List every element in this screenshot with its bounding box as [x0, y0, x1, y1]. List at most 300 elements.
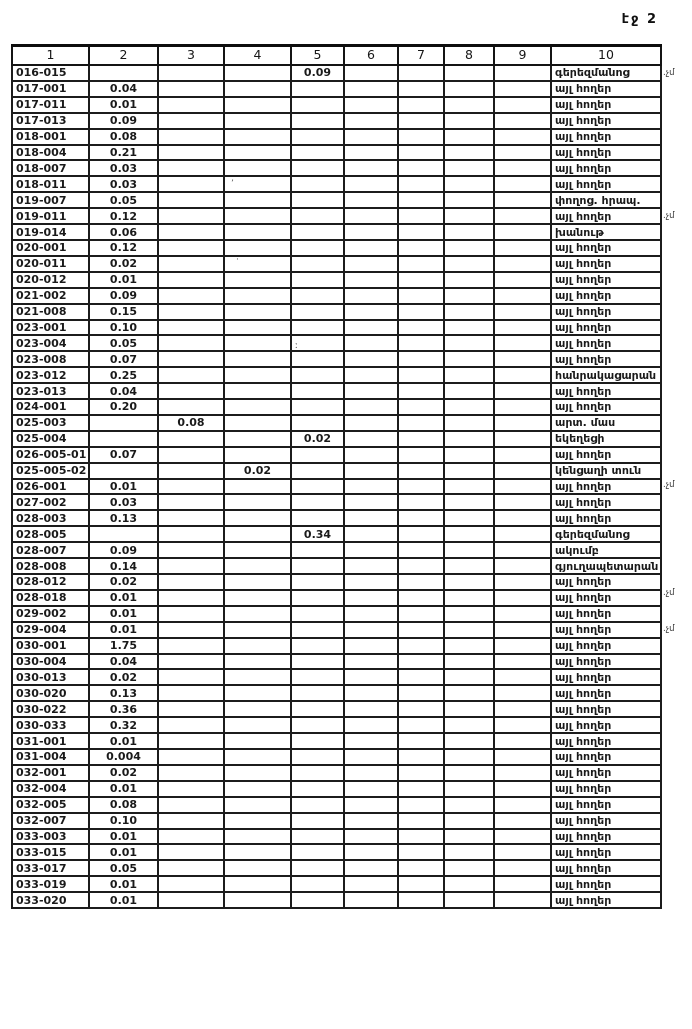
cell-value-col3 — [158, 256, 224, 272]
cell-value-col3 — [158, 129, 224, 145]
cell-value-col4 — [224, 479, 291, 495]
cell-value-col8 — [444, 669, 494, 685]
cell-value-col6 — [344, 256, 398, 272]
cell-value-col5 — [291, 129, 344, 145]
cell-value-col4 — [224, 160, 291, 176]
cell-value-col9 — [494, 765, 551, 781]
cell-value-col3 — [158, 383, 224, 399]
margin-note: .չմ — [663, 587, 675, 598]
cell-value-col3 — [158, 81, 224, 97]
cell-value-col2: 0.04 — [89, 81, 158, 97]
column-header-1: 1 — [12, 46, 89, 66]
cell-value-col8 — [444, 113, 494, 129]
table-row — [12, 510, 661, 526]
cell-value-col9 — [494, 399, 551, 415]
cell-value-col3 — [158, 97, 224, 113]
cell-landuse: ակումբ — [551, 542, 661, 558]
cell-value-col9 — [494, 749, 551, 765]
cell-value-col5 — [291, 669, 344, 685]
cell-value-col7 — [398, 145, 444, 161]
cell-value-col7 — [398, 479, 444, 495]
cell-value-col2: 0.14 — [89, 558, 158, 574]
cell-value-col3 — [158, 733, 224, 749]
cell-landuse: այլ հողեր — [551, 574, 661, 590]
cell-value-col7 — [398, 701, 444, 717]
column-header-3: 3 — [158, 46, 224, 66]
table-row — [12, 160, 661, 176]
cell-value-col3 — [158, 145, 224, 161]
cell-value-col2: 0.07 — [89, 351, 158, 367]
table-row — [12, 208, 661, 224]
cell-value-col2 — [89, 431, 158, 447]
cell-value-col3 — [158, 574, 224, 590]
cell-value-col6 — [344, 876, 398, 892]
cell-value-col3 — [158, 208, 224, 224]
table-row — [12, 781, 661, 797]
cell-value-col2: 0.20 — [89, 399, 158, 415]
cell-value-col8 — [444, 654, 494, 670]
cell-parcel-code: 033-017 — [12, 860, 89, 876]
cell-value-col6 — [344, 749, 398, 765]
table-row — [12, 797, 661, 813]
page-number: էջ 2 — [621, 12, 658, 27]
cell-value-col9 — [494, 829, 551, 845]
cell-parcel-code: 020-012 — [12, 272, 89, 288]
cell-value-col8 — [444, 399, 494, 415]
cell-value-col8 — [444, 813, 494, 829]
cell-parcel-code: 018-011 — [12, 176, 89, 192]
cell-value-col5 — [291, 654, 344, 670]
cell-value-col7 — [398, 335, 444, 351]
cell-value-col7 — [398, 733, 444, 749]
cell-value-col5 — [291, 367, 344, 383]
cell-value-col7 — [398, 590, 444, 606]
cell-value-col2: 0.02 — [89, 256, 158, 272]
cell-value-col2: 0.03 — [89, 160, 158, 176]
scan-artifact: · — [236, 255, 239, 265]
cell-value-col6 — [344, 860, 398, 876]
cell-value-col8 — [444, 638, 494, 654]
cell-value-col5 — [291, 606, 344, 622]
cell-value-col5 — [291, 240, 344, 256]
cell-value-col3 — [158, 351, 224, 367]
cell-value-col8 — [444, 383, 494, 399]
table-row — [12, 320, 661, 336]
cell-value-col8 — [444, 574, 494, 590]
cell-parcel-code: 029-004 — [12, 622, 89, 638]
cell-value-col4 — [224, 415, 291, 431]
cell-parcel-code: 021-002 — [12, 288, 89, 304]
table-row — [12, 733, 661, 749]
cell-value-col9 — [494, 813, 551, 829]
cell-value-col8 — [444, 176, 494, 192]
cell-value-col9 — [494, 638, 551, 654]
cell-value-col5 — [291, 542, 344, 558]
cell-parcel-code: 030-001 — [12, 638, 89, 654]
column-header-8: 8 — [444, 46, 494, 66]
cell-value-col3 — [158, 669, 224, 685]
table-row — [12, 685, 661, 701]
cell-value-col4 — [224, 351, 291, 367]
cell-landuse: այլ հողեր — [551, 240, 661, 256]
cell-value-col7 — [398, 669, 444, 685]
cell-parcel-code: 017-001 — [12, 81, 89, 97]
cell-value-col6 — [344, 701, 398, 717]
cell-value-col6 — [344, 304, 398, 320]
cell-parcel-code: 028-007 — [12, 542, 89, 558]
cell-value-col6 — [344, 208, 398, 224]
cell-value-col9 — [494, 717, 551, 733]
cell-value-col2: 0.06 — [89, 224, 158, 240]
cell-value-col6 — [344, 669, 398, 685]
cell-value-col5 — [291, 860, 344, 876]
cell-landuse: գերեզմանոց — [551, 65, 661, 81]
cell-value-col7 — [398, 256, 444, 272]
cell-value-col9 — [494, 685, 551, 701]
cell-value-col8 — [444, 876, 494, 892]
cell-value-col3 — [158, 797, 224, 813]
cell-value-col2: 0.15 — [89, 304, 158, 320]
cell-value-col9 — [494, 431, 551, 447]
cell-value-col5 — [291, 574, 344, 590]
cell-value-col3 — [158, 876, 224, 892]
cell-value-col4 — [224, 272, 291, 288]
cell-parcel-code: 017-011 — [12, 97, 89, 113]
cell-value-col3 — [158, 463, 224, 479]
cell-parcel-code: 031-004 — [12, 749, 89, 765]
cell-parcel-code: 026-001 — [12, 479, 89, 495]
cell-value-col2: 0.01 — [89, 97, 158, 113]
table-row — [12, 335, 661, 351]
cell-value-col4 — [224, 701, 291, 717]
cell-value-col6 — [344, 272, 398, 288]
cell-value-col6 — [344, 288, 398, 304]
cell-value-col7 — [398, 622, 444, 638]
cell-value-col4 — [224, 717, 291, 733]
table-row — [12, 97, 661, 113]
cell-value-col4 — [224, 65, 291, 81]
table-row — [12, 129, 661, 145]
cell-value-col4 — [224, 129, 291, 145]
cell-value-col2: 0.10 — [89, 320, 158, 336]
cell-parcel-code: 030-004 — [12, 654, 89, 670]
cell-value-col6 — [344, 320, 398, 336]
cell-parcel-code: 018-004 — [12, 145, 89, 161]
cell-value-col2: 0.09 — [89, 113, 158, 129]
cell-value-col4 — [224, 638, 291, 654]
cell-value-col5 — [291, 510, 344, 526]
cell-value-col9 — [494, 415, 551, 431]
land-register-table — [11, 44, 662, 909]
cell-value-col3 — [158, 304, 224, 320]
cell-landuse: այլ հողեր — [551, 176, 661, 192]
cell-value-col9 — [494, 288, 551, 304]
cell-value-col5 — [291, 383, 344, 399]
cell-value-col8 — [444, 844, 494, 860]
cell-value-col9 — [494, 351, 551, 367]
cell-value-col5 — [291, 320, 344, 336]
cell-value-col9 — [494, 320, 551, 336]
column-header-9: 9 — [494, 46, 551, 66]
cell-value-col3 — [158, 749, 224, 765]
cell-value-col9 — [494, 240, 551, 256]
cell-value-col3 — [158, 224, 224, 240]
cell-value-col6 — [344, 590, 398, 606]
cell-value-col3 — [158, 717, 224, 733]
cell-value-col4 — [224, 494, 291, 510]
cell-value-col7 — [398, 797, 444, 813]
cell-value-col5 — [291, 256, 344, 272]
cell-value-col5 — [291, 813, 344, 829]
cell-value-col8 — [444, 335, 494, 351]
cell-landuse: այլ հողեր — [551, 749, 661, 765]
cell-value-col8 — [444, 765, 494, 781]
cell-parcel-code: 020-011 — [12, 256, 89, 272]
margin-note: .չմ — [663, 623, 675, 634]
cell-landuse: այլ հողեր — [551, 208, 661, 224]
cell-landuse: այլ հողեր — [551, 447, 661, 463]
table-row — [12, 145, 661, 161]
table-row — [12, 304, 661, 320]
cell-value-col9 — [494, 558, 551, 574]
cell-value-col8 — [444, 717, 494, 733]
cell-value-col3 — [158, 431, 224, 447]
cell-value-col6 — [344, 81, 398, 97]
cell-value-col7 — [398, 431, 444, 447]
cell-parcel-code: 032-005 — [12, 797, 89, 813]
cell-landuse: այլ հողեր — [551, 844, 661, 860]
cell-value-col7 — [398, 606, 444, 622]
table-header-row — [12, 46, 661, 66]
cell-value-col6 — [344, 733, 398, 749]
cell-landuse: եկեղեցի — [551, 431, 661, 447]
cell-value-col3 — [158, 781, 224, 797]
cell-landuse: այլ հողեր — [551, 494, 661, 510]
cell-value-col5 — [291, 288, 344, 304]
cell-value-col2: 1.75 — [89, 638, 158, 654]
cell-value-col9 — [494, 145, 551, 161]
cell-value-col2 — [89, 463, 158, 479]
cell-value-col6 — [344, 829, 398, 845]
cell-value-col3: 0.08 — [158, 415, 224, 431]
cell-parcel-code: 028-005 — [12, 526, 89, 542]
table-row — [12, 176, 661, 192]
table-row — [12, 65, 661, 81]
cell-value-col5: 0.34 — [291, 526, 344, 542]
table-row — [12, 240, 661, 256]
cell-value-col6 — [344, 510, 398, 526]
cell-value-col8 — [444, 733, 494, 749]
cell-value-col5 — [291, 701, 344, 717]
cell-value-col3 — [158, 558, 224, 574]
cell-value-col5 — [291, 97, 344, 113]
cell-value-col4 — [224, 622, 291, 638]
cell-value-col7 — [398, 574, 444, 590]
cell-value-col5 — [291, 717, 344, 733]
cell-value-col8 — [444, 160, 494, 176]
cell-value-col7 — [398, 638, 444, 654]
cell-value-col4 — [224, 797, 291, 813]
cell-value-col9 — [494, 176, 551, 192]
cell-value-col7 — [398, 208, 444, 224]
cell-value-col7 — [398, 717, 444, 733]
cell-landuse: խանութ — [551, 224, 661, 240]
cell-value-col7 — [398, 129, 444, 145]
cell-value-col6 — [344, 224, 398, 240]
cell-value-col6 — [344, 765, 398, 781]
cell-value-col8 — [444, 415, 494, 431]
cell-value-col7 — [398, 526, 444, 542]
cell-value-col9 — [494, 781, 551, 797]
cell-parcel-code: 019-007 — [12, 192, 89, 208]
cell-value-col3 — [158, 590, 224, 606]
cell-value-col5 — [291, 145, 344, 161]
table-row — [12, 892, 661, 908]
cell-value-col6 — [344, 351, 398, 367]
cell-value-col7 — [398, 415, 444, 431]
cell-landuse: այլ հողեր — [551, 304, 661, 320]
cell-value-col4 — [224, 224, 291, 240]
cell-value-col9 — [494, 367, 551, 383]
cell-value-col9 — [494, 113, 551, 129]
cell-value-col2: 0.01 — [89, 606, 158, 622]
cell-value-col3 — [158, 638, 224, 654]
cell-value-col9 — [494, 701, 551, 717]
cell-value-col3 — [158, 272, 224, 288]
margin-note: .չմ — [663, 211, 675, 222]
cell-value-col6 — [344, 717, 398, 733]
cell-landuse: այլ հողեր — [551, 765, 661, 781]
cell-value-col2: 0.03 — [89, 494, 158, 510]
cell-value-col3 — [158, 701, 224, 717]
cell-value-col5 — [291, 224, 344, 240]
cell-parcel-code: 025-004 — [12, 431, 89, 447]
cell-value-col8 — [444, 797, 494, 813]
cell-value-col2: 0.08 — [89, 797, 158, 813]
cell-value-col6 — [344, 176, 398, 192]
cell-value-col4 — [224, 733, 291, 749]
cell-value-col6 — [344, 367, 398, 383]
cell-value-col5 — [291, 558, 344, 574]
cell-landuse: գյուղապետարան — [551, 558, 661, 574]
cell-value-col5 — [291, 733, 344, 749]
table-row — [12, 256, 661, 272]
cell-value-col9 — [494, 590, 551, 606]
cell-value-col4 — [224, 781, 291, 797]
cell-parcel-code: 027-002 — [12, 494, 89, 510]
cell-value-col9 — [494, 892, 551, 908]
cell-value-col3 — [158, 113, 224, 129]
cell-value-col9 — [494, 733, 551, 749]
cell-value-col3 — [158, 65, 224, 81]
table-row — [12, 479, 661, 495]
cell-landuse: կենցաղի տուն — [551, 463, 661, 479]
cell-landuse: փողոց. հրապ. — [551, 192, 661, 208]
cell-value-col7 — [398, 224, 444, 240]
cell-value-col7 — [398, 558, 444, 574]
table-row — [12, 844, 661, 860]
cell-value-col2: 0.25 — [89, 367, 158, 383]
cell-landuse: այլ հողեր — [551, 701, 661, 717]
cell-value-col5 — [291, 479, 344, 495]
cell-parcel-code: 021-008 — [12, 304, 89, 320]
cell-value-col4 — [224, 765, 291, 781]
cell-value-col8 — [444, 97, 494, 113]
cell-value-col2: 0.01 — [89, 781, 158, 797]
cell-value-col2: 0.32 — [89, 717, 158, 733]
cell-value-col6 — [344, 542, 398, 558]
cell-value-col2 — [89, 65, 158, 81]
cell-parcel-code: 028-018 — [12, 590, 89, 606]
cell-value-col6 — [344, 844, 398, 860]
cell-value-col7 — [398, 160, 444, 176]
cell-value-col5 — [291, 192, 344, 208]
cell-value-col7 — [398, 65, 444, 81]
cell-value-col4 — [224, 829, 291, 845]
cell-value-col8 — [444, 892, 494, 908]
cell-landuse: այլ հողեր — [551, 733, 661, 749]
cell-value-col4 — [224, 892, 291, 908]
cell-value-col7 — [398, 510, 444, 526]
cell-value-col4 — [224, 304, 291, 320]
cell-value-col4 — [224, 685, 291, 701]
cell-value-col3 — [158, 494, 224, 510]
cell-landuse: այլ հողեր — [551, 669, 661, 685]
cell-value-col9 — [494, 335, 551, 351]
cell-value-col2: 0.09 — [89, 542, 158, 558]
cell-parcel-code: 023-012 — [12, 367, 89, 383]
cell-value-col7 — [398, 765, 444, 781]
table-row — [12, 351, 661, 367]
cell-value-col2: 0.12 — [89, 240, 158, 256]
cell-value-col6 — [344, 558, 398, 574]
table-row — [12, 447, 661, 463]
cell-value-col7 — [398, 240, 444, 256]
cell-value-col7 — [398, 876, 444, 892]
cell-landuse: այլ հողեր — [551, 351, 661, 367]
table-row — [12, 765, 661, 781]
cell-parcel-code: 023-013 — [12, 383, 89, 399]
cell-landuse: այլ հողեր — [551, 335, 661, 351]
cell-parcel-code: 033-015 — [12, 844, 89, 860]
table-row — [12, 574, 661, 590]
cell-value-col5 — [291, 765, 344, 781]
cell-value-col4 — [224, 256, 291, 272]
cell-value-col4 — [224, 813, 291, 829]
cell-value-col3 — [158, 240, 224, 256]
cell-value-col6 — [344, 383, 398, 399]
cell-value-col6 — [344, 526, 398, 542]
cell-value-col4 — [224, 606, 291, 622]
cell-value-col7 — [398, 288, 444, 304]
cell-value-col9 — [494, 65, 551, 81]
cell-landuse: այլ հողեր — [551, 797, 661, 813]
cell-value-col8 — [444, 367, 494, 383]
cell-value-col4 — [224, 431, 291, 447]
table-row — [12, 272, 661, 288]
cell-value-col9 — [494, 797, 551, 813]
cell-landuse: այլ հողեր — [551, 129, 661, 145]
cell-landuse: այլ հողեր — [551, 781, 661, 797]
cell-value-col7 — [398, 860, 444, 876]
cell-value-col6 — [344, 781, 398, 797]
cell-value-col9 — [494, 494, 551, 510]
table-row — [12, 113, 661, 129]
cell-value-col8 — [444, 542, 494, 558]
scan-artifact: ʼ — [231, 179, 234, 189]
cell-value-col8 — [444, 192, 494, 208]
cell-value-col5 — [291, 304, 344, 320]
